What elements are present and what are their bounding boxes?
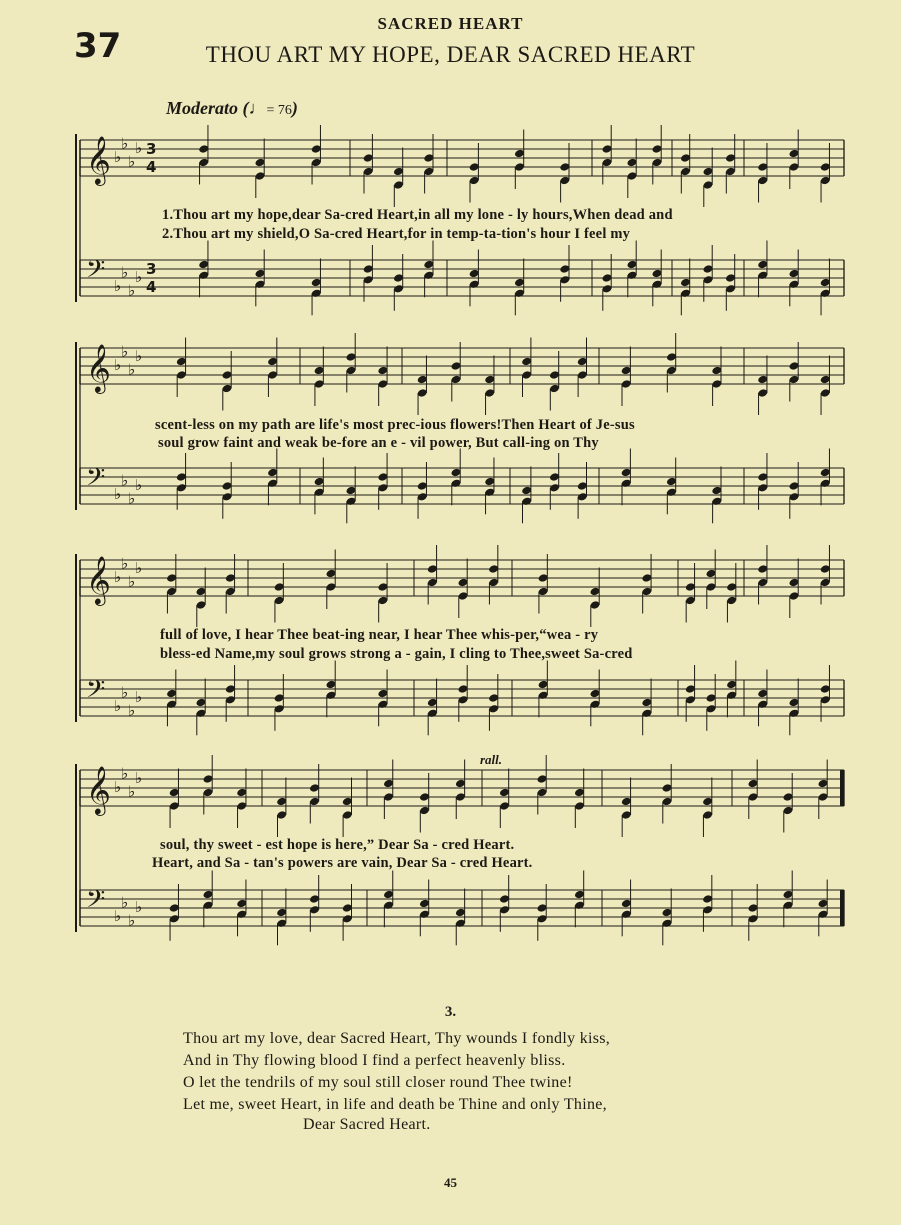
- svg-text:♭: ♭: [114, 148, 122, 166]
- svg-text:♭: ♭: [135, 139, 143, 157]
- svg-text:♭: ♭: [135, 476, 143, 494]
- svg-text:♭: ♭: [114, 277, 122, 295]
- svg-text:♭: ♭: [114, 568, 122, 586]
- svg-text:♭: ♭: [114, 356, 122, 374]
- svg-text:♭: ♭: [135, 769, 143, 787]
- svg-text:♭: ♭: [121, 342, 129, 361]
- svg-text:♭: ♭: [128, 701, 136, 720]
- svg-text:♭: ♭: [128, 360, 136, 379]
- quarter-note-icon: ♩: [248, 98, 267, 118]
- verse-3-line-2: And in Thy flowing blood I find a perfect heavenly bliss.: [183, 1052, 566, 1069]
- svg-text:♭: ♭: [114, 697, 122, 715]
- system-1-verse-2-lyrics: 2.Thou art my shield,O Sa-cred Heart,for in temp-ta-tion's hour I feel my: [162, 226, 631, 242]
- svg-text:4: 4: [146, 158, 157, 176]
- svg-text:♭: ♭: [121, 893, 129, 912]
- svg-text:♭: ♭: [121, 134, 129, 153]
- svg-text:𝄢: 𝄢: [86, 463, 106, 498]
- svg-text:4: 4: [146, 278, 157, 296]
- category-heading: SACRED HEART: [377, 14, 524, 33]
- svg-text:♭: ♭: [121, 683, 129, 702]
- svg-text:3: 3: [146, 260, 157, 278]
- svg-text:♭: ♭: [114, 907, 122, 925]
- verse-3-line-1: Thou art my love, dear Sacred Heart, Thy wounds I fondly kiss,: [183, 1030, 611, 1047]
- svg-text:𝄢: 𝄢: [86, 255, 106, 290]
- svg-text:3: 3: [146, 140, 157, 158]
- svg-text:♭: ♭: [114, 485, 122, 503]
- system-2-verse-2-lyrics: soul grow faint and weak be-fore an e - vil power, But call-ing on Thy: [158, 435, 599, 451]
- tempo-marking: Moderato (♩= 76): [166, 98, 298, 118]
- hymn-title: THOU ART MY HOPE, DEAR SACRED HEART: [205, 42, 696, 67]
- svg-text:𝄞: 𝄞: [86, 135, 111, 184]
- svg-text:♭: ♭: [128, 489, 136, 508]
- svg-text:𝄢: 𝄢: [86, 885, 106, 920]
- svg-text:♭: ♭: [128, 911, 136, 930]
- system-4-verse-2-lyrics: Heart, and Sa - tan's powers are vain, Dear Sa - cred Heart.: [152, 855, 533, 871]
- svg-text:♭: ♭: [121, 554, 129, 573]
- verse-3-line-4: Let me, sweet Heart, in life and death be Thine and only Thine,: [183, 1096, 607, 1113]
- svg-text:𝄢: 𝄢: [86, 675, 106, 710]
- tempo-text: Moderato: [166, 98, 238, 118]
- system-4-verse-1-lyrics: soul, thy sweet - est hope is here,” Dear Sa - cred Heart.: [160, 837, 515, 853]
- svg-text:♭: ♭: [128, 572, 136, 591]
- hymn-number: 37: [74, 26, 122, 66]
- svg-text:♭: ♭: [135, 898, 143, 916]
- verse-3-number: 3.: [444, 1004, 457, 1020]
- svg-text:𝄞: 𝄞: [86, 555, 111, 604]
- svg-text:♭: ♭: [128, 152, 136, 171]
- svg-text:♭: ♭: [135, 559, 143, 577]
- svg-text:♭: ♭: [121, 764, 129, 783]
- svg-text:♭: ♭: [121, 471, 129, 490]
- metronome-value: = 76: [266, 103, 292, 118]
- svg-text:♭: ♭: [135, 268, 143, 286]
- svg-text:♭: ♭: [135, 347, 143, 365]
- rallentando-marking: rall.: [480, 752, 503, 767]
- verse-3-line-5: Dear Sacred Heart.: [303, 1116, 431, 1133]
- svg-text:♭: ♭: [128, 281, 136, 300]
- system-1-verse-1-lyrics: 1.Thou art my hope,dear Sa-cred Heart,in all my lone - ly hours,When dead and: [162, 207, 673, 223]
- system-2-verse-1-lyrics: scent-less on my path are life's most prec-ious flowers!Then Heart of Je-sus: [155, 417, 635, 433]
- system-3-verse-2-lyrics: bless-ed Name,my soul grows strong a - gain, I cling to Thee,sweet Sa-cred: [160, 646, 633, 662]
- page-number: 45: [444, 1175, 457, 1190]
- svg-text:♭: ♭: [121, 263, 129, 282]
- svg-text:♭: ♭: [114, 778, 122, 796]
- svg-text:𝄞: 𝄞: [86, 343, 111, 392]
- svg-text:𝄞: 𝄞: [86, 765, 111, 814]
- system-3-verse-1-lyrics: full of love, I hear Thee beat-ing near, I hear Thee whis-per,“wea - ry: [160, 627, 599, 643]
- svg-text:♭: ♭: [135, 688, 143, 706]
- svg-text:♭: ♭: [128, 782, 136, 801]
- verse-3-line-3: O let the tendrils of my soul still closer round Thee twine!: [183, 1074, 573, 1091]
